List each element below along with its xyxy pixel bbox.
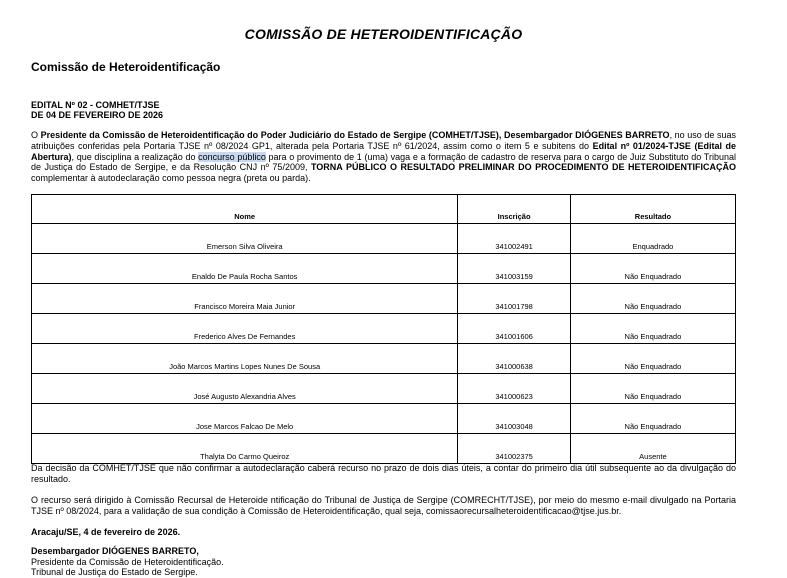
intro-text-4: para o provimento de 1 (uma) vaga e a formação de cadastro de reserva para o cargo de Juiz Substituto do Tribunal de Justiça do Estado de Sergipe, e da Resolução CNJ nº 75/2009, bbox=[31, 151, 737, 173]
appeal-recipient-paragraph: O recurso será dirigido à Comissão Recursal de Heteroide ntificação do Tribunal de Justiça de Sergipe (COMRECHT/TJSE), por meio do mesmo e-mail divulgado na Portaria TJSE nº 08/2024, para a validação de sua condição à Comissão de Heteroidentificação, qual seja, comissaorecursalheteroidentificacao@tjse.jus.br. bbox=[31, 495, 736, 516]
cell-resultado: Não Enquadrado bbox=[570, 254, 735, 284]
cell-resultado: Não Enquadrado bbox=[570, 374, 735, 404]
header-inscricao: Inscrição bbox=[458, 195, 570, 224]
cell-resultado: Não Enquadrado bbox=[570, 314, 735, 344]
table-row bbox=[32, 224, 736, 254]
cell-resultado: Enquadrado bbox=[570, 224, 735, 254]
signer-role: Presidente da Comissão de Heteroidentificação. bbox=[31, 556, 224, 567]
intro-text-2: , no uso de suas atribuições conferidas pela Portaria TJSE nº 08/2024 GP1, alterada pela Portaria TJSE nº 61/2024, assim como o item 5 e subitens do bbox=[31, 130, 737, 151]
edital-number: EDITAL Nº 02 - COMHET/TJSE bbox=[31, 100, 160, 110]
cell-name: Emerson Silva Oliveira bbox=[32, 224, 458, 254]
table-row bbox=[32, 404, 736, 434]
table-row bbox=[32, 434, 736, 464]
page-title: COMISSÃO DE HETEROIDENTIFICAÇÃO bbox=[244, 26, 523, 42]
intro-text-3: , que disciplina a realização do bbox=[71, 151, 199, 162]
table-row bbox=[32, 314, 736, 344]
intro-text-5: complementar à autodeclaração como pessoa negra (preta ou parda). bbox=[31, 173, 311, 184]
signer-org: Tribunal de Justiça do Estado de Sergipe. bbox=[31, 567, 198, 577]
cell-name: Frederico Alves De Fernandes bbox=[32, 314, 458, 344]
cell-resultado: Ausente bbox=[570, 434, 735, 464]
intro-text-1: O bbox=[31, 130, 41, 140]
signer-name: Desembargador DIÓGENES BARRETO, bbox=[31, 546, 199, 556]
appeal-paragraph: Da decisão da COMHET/TJSE que não confirmar a autodeclaração caberá recurso no prazo de dois dias úteis, a contar do primeiro dia útil subsequente ao da divulgação do resultado. bbox=[31, 463, 736, 484]
header-resultado: Resultado bbox=[570, 195, 735, 224]
edital-header bbox=[31, 100, 163, 120]
cell-resultado: Não Enquadrado bbox=[570, 284, 735, 314]
edital-date: DE 04 DE FEVEREIRO DE 2026 bbox=[31, 110, 164, 120]
header-name: Nome bbox=[32, 195, 458, 224]
cell-inscricao: 341000638 bbox=[458, 344, 570, 374]
cell-resultado: Não Enquadrado bbox=[570, 344, 735, 374]
cell-name: Francisco Moreira Maia Junior bbox=[32, 284, 458, 314]
signature-block bbox=[31, 546, 224, 578]
cell-inscricao: 341002491 bbox=[458, 224, 570, 254]
cell-inscricao: 341003048 bbox=[458, 404, 570, 434]
table-header-row bbox=[32, 195, 736, 224]
table-row bbox=[32, 254, 736, 284]
table-row bbox=[32, 374, 736, 404]
place-date: Aracaju/SE, 4 de fevereiro de 2026. bbox=[31, 527, 181, 537]
cell-inscricao: 341000623 bbox=[458, 374, 570, 404]
intro-bold-3: TORNA PÚBLICO O RESULTADO PRELIMINAR DO PROCEDIMENTO DE HETEROIDENTIFICAÇÃO bbox=[310, 162, 736, 173]
cell-inscricao: 341003159 bbox=[458, 254, 570, 284]
cell-resultado: Não Enquadrado bbox=[570, 404, 735, 434]
cell-name: José Augusto Alexandria Alves bbox=[32, 374, 458, 404]
highlighted-text[interactable]: concurso público bbox=[198, 151, 266, 162]
cell-name: João Marcos Martins Lopes Nunes De Sousa bbox=[32, 344, 458, 374]
table-row bbox=[32, 284, 736, 314]
cell-inscricao: 341001798 bbox=[458, 284, 570, 314]
cell-name: Enaldo De Paula Rocha Santos bbox=[32, 254, 458, 284]
cell-inscricao: 341001606 bbox=[458, 314, 570, 344]
table-row bbox=[32, 344, 736, 374]
intro-paragraph bbox=[31, 130, 736, 184]
cell-name: Thalyta Do Carmo Queiroz bbox=[32, 434, 458, 464]
cell-name: Jose Marcos Falcao De Melo bbox=[32, 404, 458, 434]
intro-bold-2: Edital nº 01/2024-TJSE (Edital de Abertura) bbox=[31, 140, 736, 162]
cell-inscricao: 341002375 bbox=[458, 434, 570, 464]
document-subtitle: Comissão de Heteroidentificação bbox=[31, 60, 221, 74]
intro-bold-1: Presidente da Comissão de Heteroidentificação do Poder Judiciário do Estado de Sergipe (COMHET/TJSE), Desembargador DIÓGENES BARRETO bbox=[40, 130, 670, 140]
results-table bbox=[31, 194, 736, 464]
